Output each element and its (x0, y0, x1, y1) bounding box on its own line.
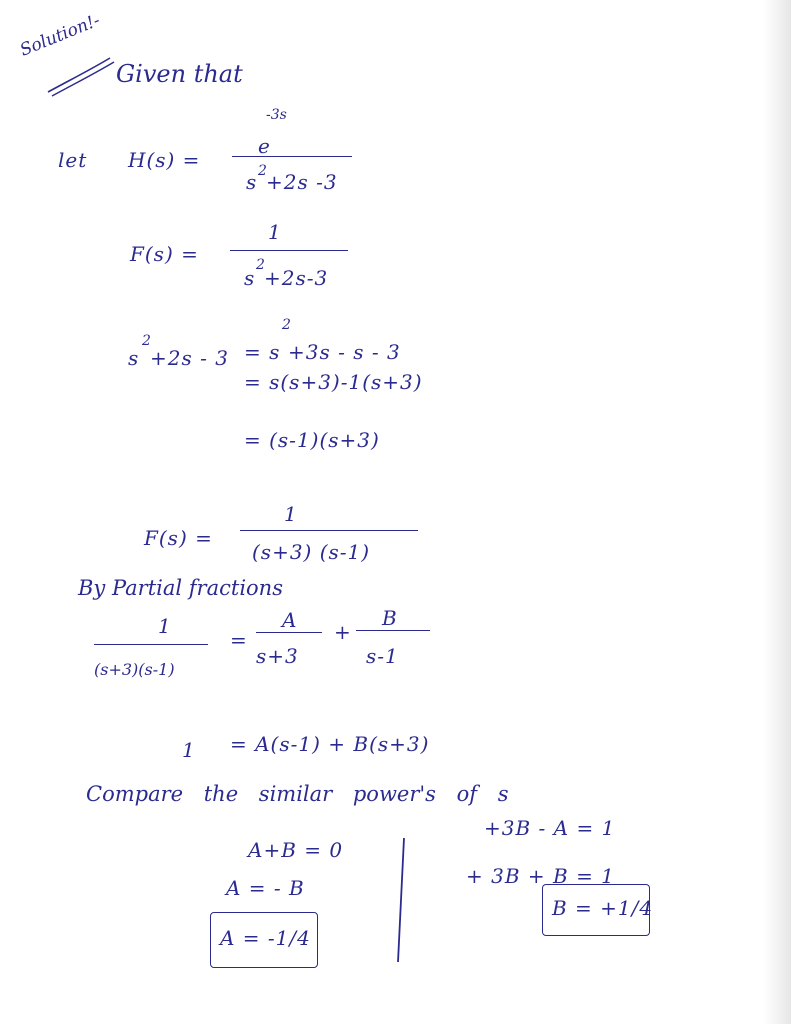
factor-lhs-exp: 2 (142, 333, 151, 349)
h-numerator: e (258, 134, 271, 158)
pf-a-num: A (282, 608, 298, 632)
factor-lhs-base: s (128, 346, 140, 370)
factor-eq3: = (s-1)(s+3) (244, 428, 380, 452)
factor-eq2: = s(s+3)-1(s+3) (244, 370, 423, 394)
right-line1: +3B - A = 1 (484, 816, 616, 840)
let-word: let (58, 148, 88, 172)
b-result: B = +1/4 (552, 896, 654, 920)
compare-text: Compare the similar power's of s (86, 782, 509, 806)
f-den-base: s (244, 266, 256, 290)
h-lhs: H(s) = (128, 148, 201, 172)
pf-left-den: (s+3)(s-1) (94, 660, 175, 679)
left-line1: A+B = 0 (248, 838, 344, 862)
a-result: A = -1/4 (220, 926, 311, 950)
solution-label: Solution!- (17, 10, 103, 61)
f-den-rest: +2s-3 (264, 266, 329, 290)
f-numerator: 1 (268, 220, 282, 244)
pf-plus: + (334, 620, 352, 644)
ff-denominator: (s+3) (s-1) (252, 540, 371, 564)
pf-left-num: 1 (158, 614, 172, 638)
pf-b-den: s-1 (366, 644, 399, 668)
ff-lhs: F(s) = (144, 526, 213, 550)
identity-rhs: = A(s-1) + B(s+3) (230, 732, 430, 756)
factor-lhs-rest: +2s - 3 (150, 346, 229, 370)
pf-equals: = (230, 628, 248, 652)
factor-eq1-exp: 2 (282, 317, 291, 333)
factor-eq1-rest: +3s - s - 3 (288, 340, 401, 364)
factor-eq1: = s (244, 340, 281, 364)
ff-numerator: 1 (284, 502, 298, 526)
f-lhs: F(s) = (130, 242, 199, 266)
given-that-text: Given that (116, 60, 243, 88)
pf-a-den: s+3 (256, 644, 299, 668)
f-den-exp: 2 (256, 257, 265, 273)
pf-b-num: B (382, 606, 398, 630)
identity-lhs: 1 (182, 738, 196, 762)
right-line2: + 3B + B = 1 (466, 864, 615, 888)
h-num-exponent: -3s (266, 107, 287, 123)
left-line2: A = - B (226, 876, 305, 900)
h-den-rest: +2s -3 (266, 170, 338, 194)
h-den-base: s (246, 170, 258, 194)
partial-heading: By Partial fractions (78, 576, 283, 600)
h-den-exp: 2 (258, 163, 267, 179)
